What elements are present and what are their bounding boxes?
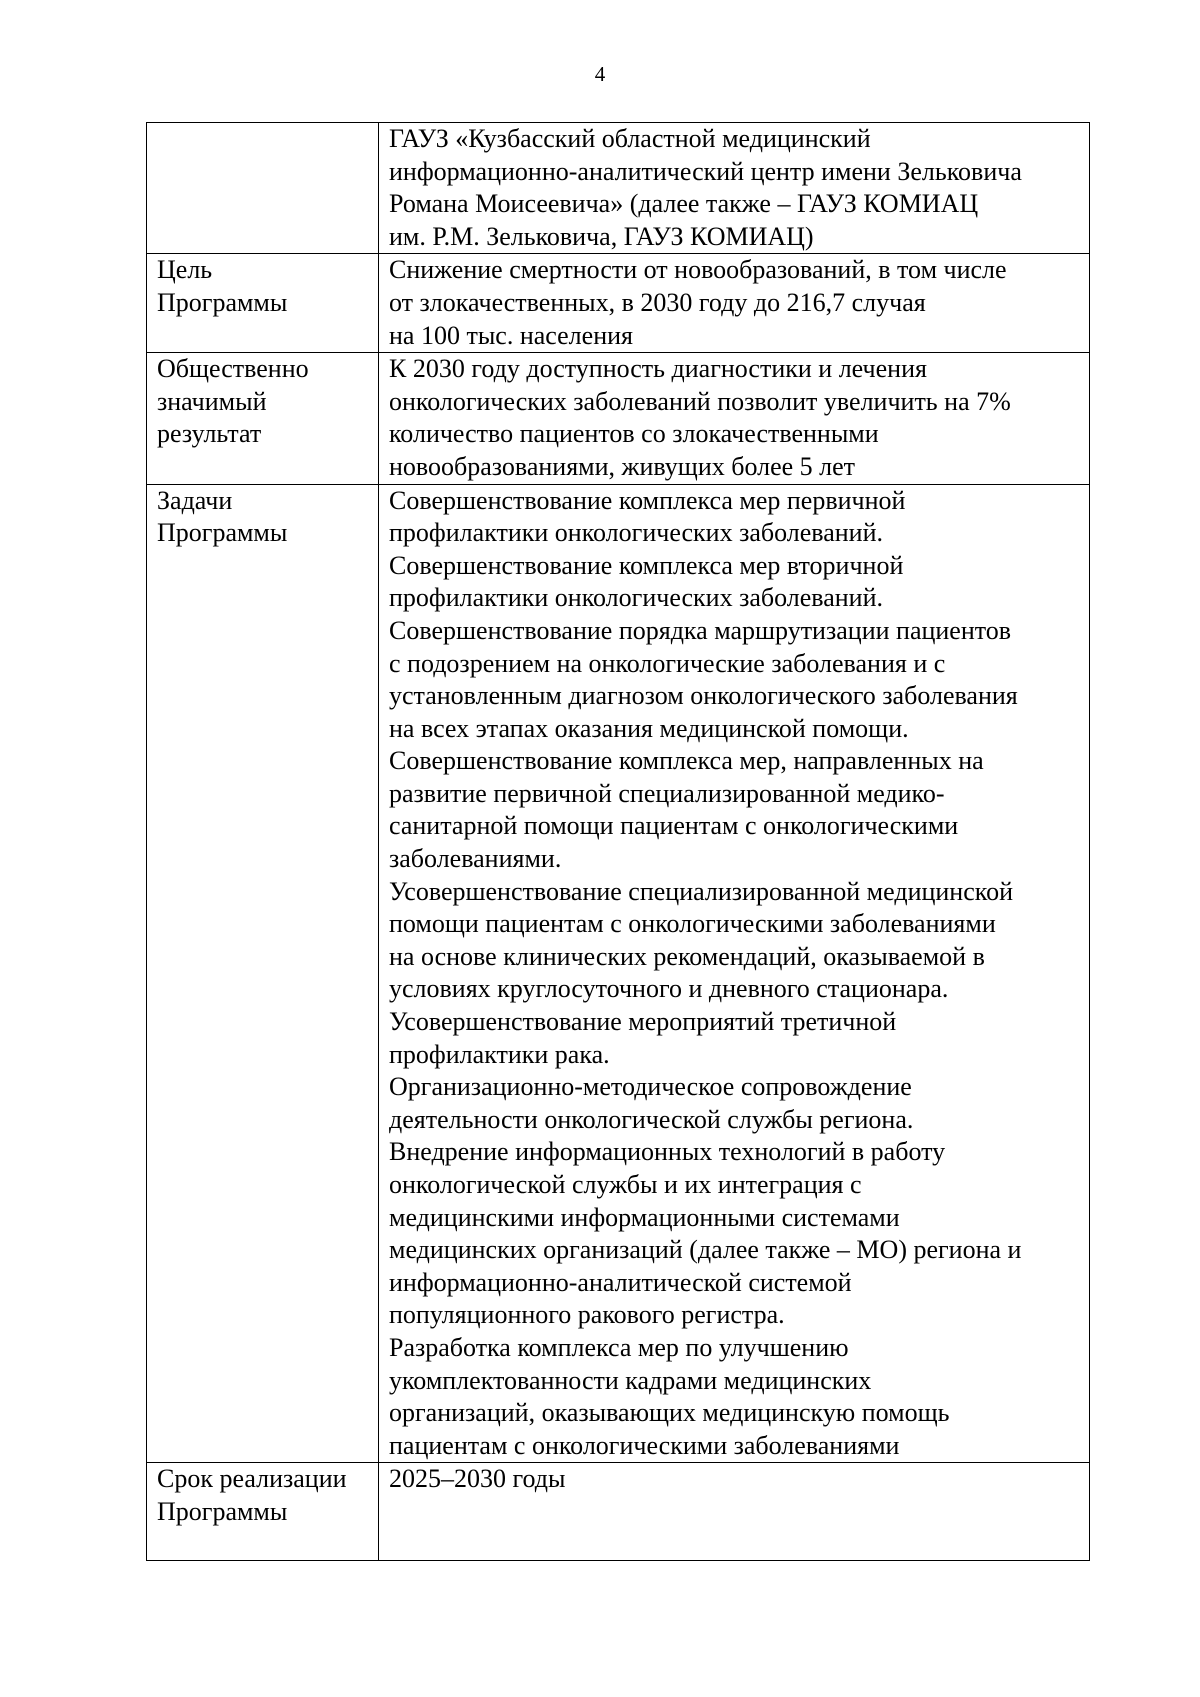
value-line: ГАУЗ «Кузбасский областной медицинский bbox=[389, 124, 871, 153]
label-line: результат bbox=[157, 419, 262, 449]
label-line: Цель bbox=[157, 255, 213, 285]
value-line: санитарной помощи пациентам с онкологическими bbox=[389, 811, 959, 841]
value-line: им. Р.М. Зельковича, ГАУЗ КОМИАЦ) bbox=[389, 221, 814, 251]
value-line: организаций, оказывающих медицинскую помощь bbox=[389, 1398, 950, 1428]
label-line: Задачи bbox=[157, 485, 233, 515]
label-line: значимый bbox=[157, 386, 267, 416]
value-line: Разработка комплекса мер по улучшению bbox=[389, 1332, 849, 1362]
value-line: профилактики онкологических заболеваний. bbox=[389, 518, 884, 548]
row-organization bbox=[147, 123, 1090, 254]
value-cell bbox=[379, 484, 1090, 1463]
value-cell bbox=[379, 1463, 1090, 1561]
value-line: укомплектованности кадрами медицинских bbox=[389, 1365, 872, 1395]
value-line: развитие первичной специализированной медико- bbox=[389, 778, 945, 808]
value-line: Организационно-методическое сопровождение bbox=[389, 1072, 912, 1102]
value-line: 2025–2030 годы bbox=[389, 1464, 566, 1494]
row-goal bbox=[147, 254, 1090, 353]
value-line: К 2030 году доступность диагностики и лечения bbox=[389, 354, 927, 384]
table-body bbox=[147, 123, 1090, 1561]
value-line: онкологической службы и их интеграция с bbox=[389, 1170, 862, 1199]
value-line: Снижение смертности от новообразований, в том числе bbox=[389, 255, 1007, 285]
value-line: пациентам с онкологическими заболеваниями bbox=[389, 1430, 900, 1460]
value-line: информационно-аналитической системой bbox=[389, 1267, 852, 1297]
row-tasks bbox=[147, 484, 1090, 1463]
value-line: от злокачественных, в 2030 году до 216,7 случая bbox=[389, 287, 926, 317]
label-cell bbox=[147, 1463, 379, 1561]
label-cell bbox=[147, 484, 379, 1463]
value-line: Совершенствование комплекса мер вторичной bbox=[389, 550, 904, 580]
value-line: профилактики онкологических заболеваний. bbox=[389, 583, 884, 613]
value-line: Усовершенствование мероприятий третичной bbox=[389, 1007, 897, 1037]
page-number: 4 bbox=[594, 62, 606, 86]
value-line: профилактики рака. bbox=[389, 1039, 610, 1069]
label-cell bbox=[147, 353, 379, 484]
value-line: новообразованиями, живущих более 5 лет bbox=[389, 451, 856, 481]
label-line: Программы bbox=[157, 1496, 288, 1526]
label-cell bbox=[147, 254, 379, 353]
value-cell bbox=[379, 123, 1090, 254]
value-line: установленным диагнозом онкологического заболевания bbox=[389, 681, 1018, 711]
label-line: Общественно bbox=[157, 354, 309, 384]
value-cell bbox=[379, 254, 1090, 353]
value-line: заболеваниями. bbox=[389, 844, 562, 874]
value-line: Совершенствование порядка маршрутизации пациентов bbox=[389, 615, 1012, 645]
value-line: Совершенствование комплекса мер, направленных на bbox=[389, 746, 984, 776]
value-line: информационно-аналитический центр имени Зельковича bbox=[389, 156, 1022, 186]
value-cell bbox=[379, 353, 1090, 484]
value-line: на всех этапах оказания медицинской помощи. bbox=[389, 713, 909, 743]
value-line: условиях круглосуточного и дневного стационара. bbox=[389, 974, 949, 1004]
value-line: Совершенствование комплекса мер первичной bbox=[389, 485, 906, 515]
value-line: деятельности онкологической службы региона. bbox=[389, 1104, 914, 1134]
row-term bbox=[147, 1463, 1090, 1561]
value-line: медицинскими информационными системами bbox=[389, 1202, 900, 1232]
row-result bbox=[147, 353, 1090, 484]
program-passport-table bbox=[146, 122, 1090, 1561]
value-line: с подозрением на онкологические заболевания и с bbox=[389, 648, 946, 678]
value-line: Усовершенствование специализированной медицинской bbox=[389, 876, 1013, 906]
value-line: Внедрение информационных технологий в работу bbox=[389, 1137, 946, 1167]
value-line: количество пациентов со злокачественными bbox=[389, 419, 879, 449]
label-line: Программы bbox=[157, 518, 288, 548]
value-line: на основе клинических рекомендаций, оказываемой в bbox=[389, 941, 985, 971]
value-line: на 100 тыс. населения bbox=[389, 320, 633, 350]
label-line: Программы bbox=[157, 287, 288, 317]
value-line: Романа Моисеевича» (далее также – ГАУЗ КОМИАЦ bbox=[389, 189, 979, 219]
value-line: онкологических заболеваний позволит увеличить на 7% bbox=[389, 386, 1011, 416]
label-line: Срок реализации bbox=[157, 1464, 347, 1494]
value-line: медицинских организаций (далее также – МО) региона и bbox=[389, 1235, 1022, 1265]
value-line: популяционного ракового регистра. bbox=[389, 1300, 785, 1330]
value-line: помощи пациентам с онкологическими заболеваниями bbox=[389, 909, 996, 939]
label-cell bbox=[147, 123, 379, 254]
